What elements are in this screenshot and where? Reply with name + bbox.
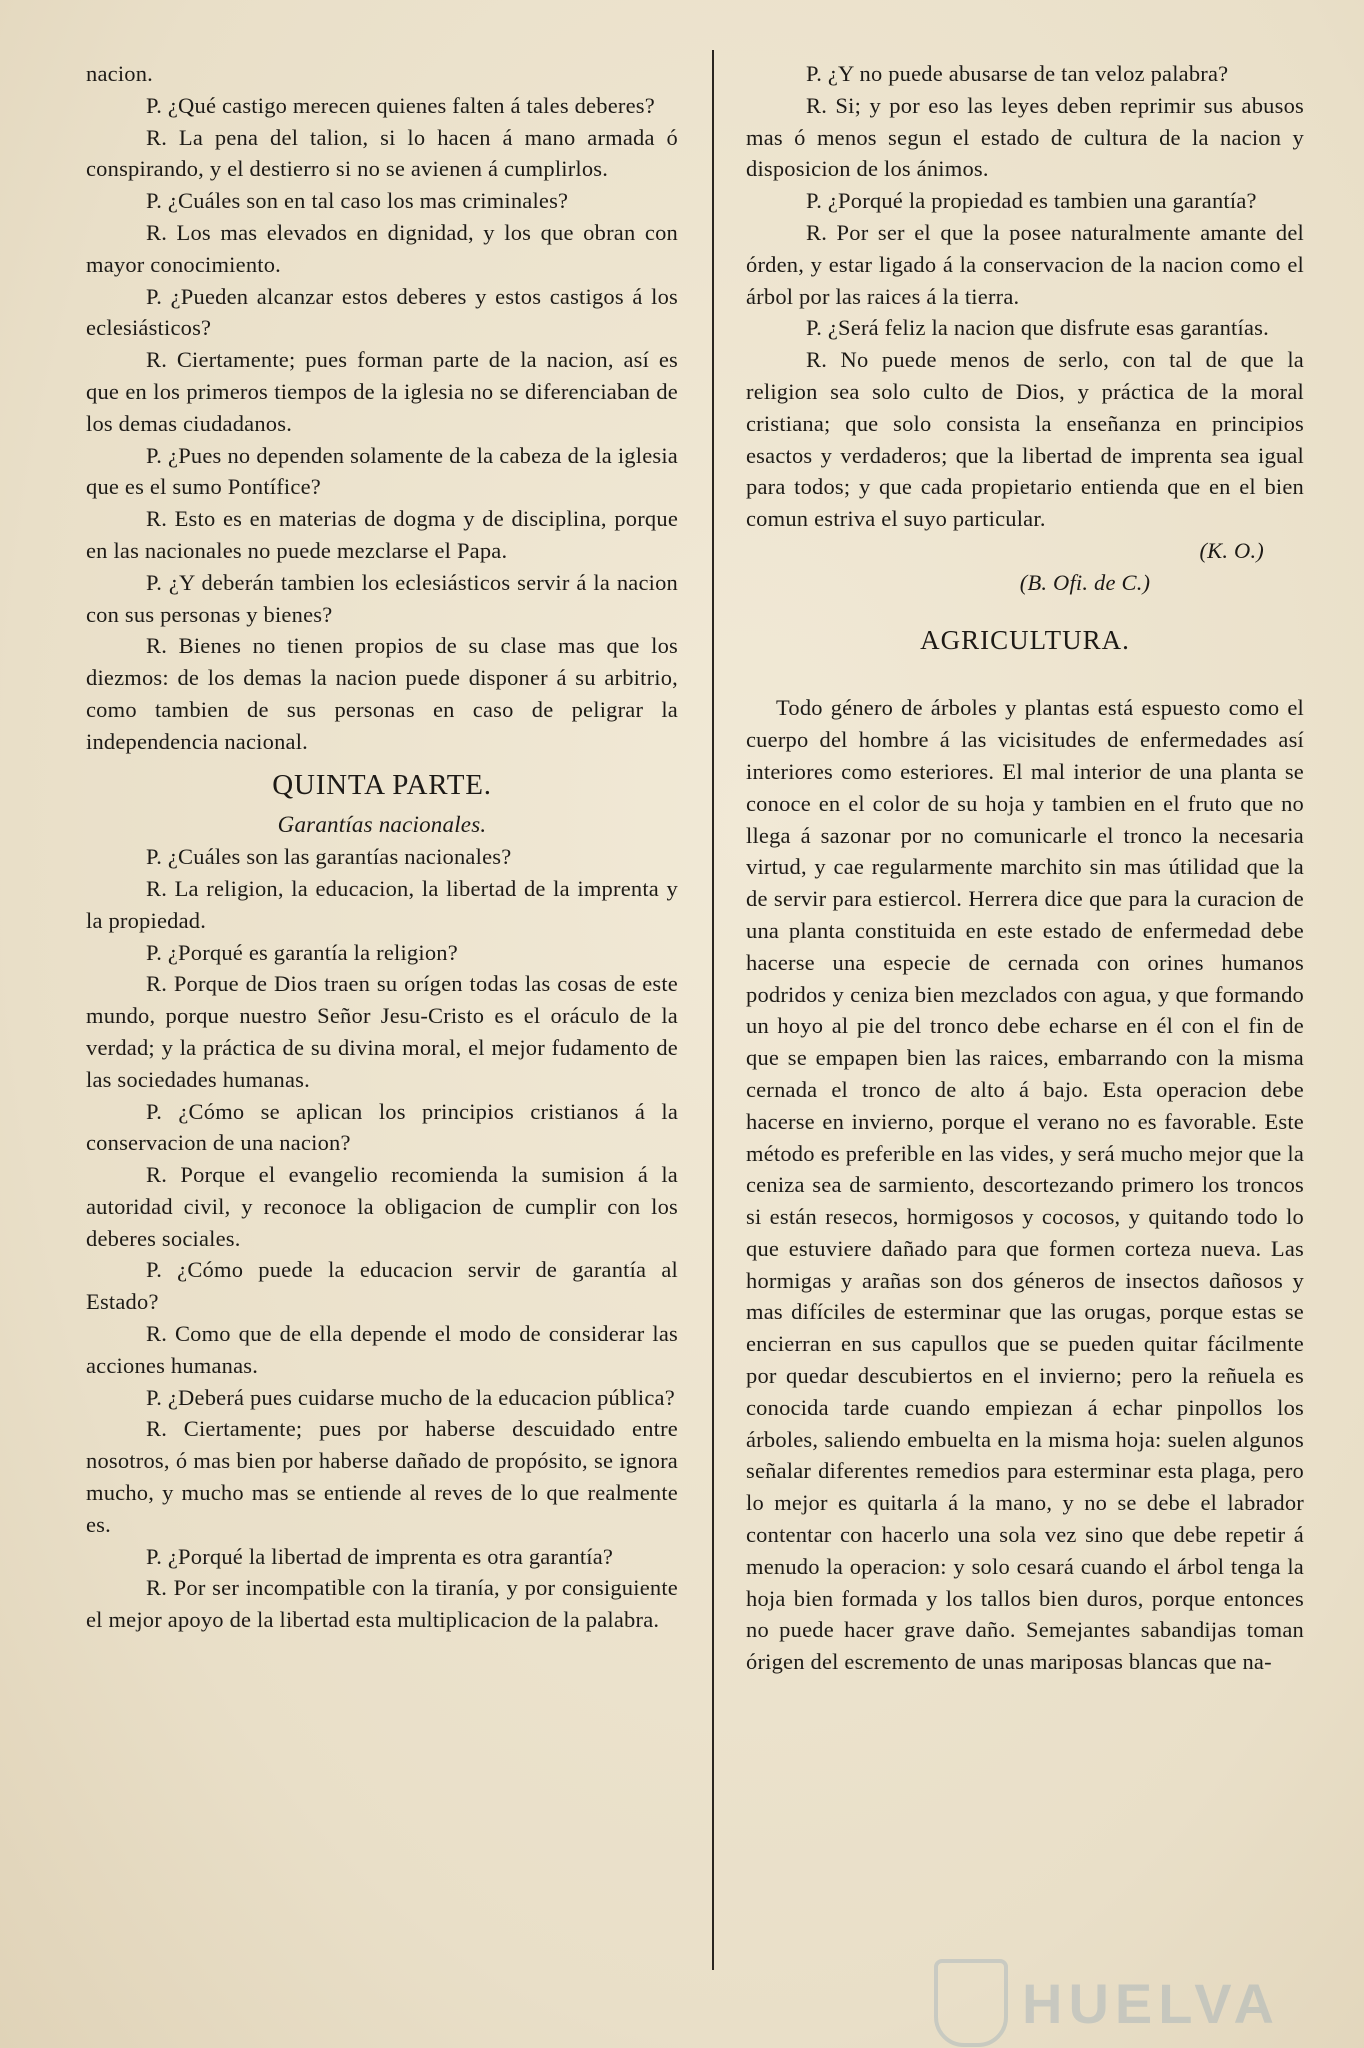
- right-column: [746, 58, 1304, 1678]
- answer: R. Si; y por eso las leyes deben reprimir sus abusos mas ó menos segun el estado de cultura de la nacion y disposicion de los ánimos.: [746, 92, 1304, 182]
- answer: R. Bienes no tienen propios de su clase mas que los diezmos: de los demas la nacion puede disponer á su arbitrio, como tambien de sus personas en caso de peligrar la independencia nacional.: [86, 633, 678, 754]
- answer: R. No puede menos de serlo, con tal de que la religion sea solo culto de Dios, y práctica de la moral cristiana; que solo consista la enseñanza en principios esactos y verdaderos; que la libertad de imprenta sea igual para todos; y que cada propietario entienda que en el bien comun estriva el suyo particular.: [746, 347, 1304, 532]
- question: P. ¿Deberá pues cuidarse mucho de la educacion pública?: [146, 1384, 675, 1410]
- answer: R. Porque el evangelio recomienda la sumision á la autoridad civil, y reconoce la obligacion de cumplir con los deberes sociales.: [86, 1162, 678, 1251]
- answer: R. Esto es en materias de dogma y de disciplina, porque en las nacionales no puede mezclarse el Papa.: [86, 506, 678, 563]
- paragraph: nacion.: [86, 61, 153, 86]
- question: P. ¿Cuáles son las garantías nacionales?: [146, 844, 512, 870]
- question: P. ¿Qué castigo merecen quienes falten á tales deberes?: [146, 92, 655, 118]
- agricultura-body: Todo género de árboles y plantas está espuesto como el cuerpo del hombre á las vicisitudes de enfermedades así interiores como esteriores. El mal interior de una planta se conoce en el color de su hoja y tambien en el fruto que no llega á sazonar por no comunicarle el tronco la necesaria virtud, y cae regularmente marchito sin mas útilidad que la de servir para estiercol. Herrera dice que para la curacion de una planta constituida en este estado de enfermedad debe hacerse una especie de cernada con orines humanos podridos y ceniza bien mezclados con agua, y que formando un hoyo al pie del tronco debe echarse en él con el fin de que se empapen bien las raices, embarrando con la misma cernada el tronco de alto á bajo. Esta operacion debe hacerse en invierno, porque el verano no es favorable. Este método es preferible en las vides, y será mucho mejor que la ceniza sea de sarmiento, descortezando primero los troncos si están resecos, hormigosos y cocosos, y quitando todo lo que estuviere dañado para que formen corteza nueva. Las hormigas y arañas son dos géneros de insectos dañosos y mas difíciles de esterminar que las orugas, porque estas se encierran en sus capullos que se pueden quitar fácilmente por quedar descubiertos en el invierno; pero la reñuela es conocida tarde cuando empiezan á echar pinpollos los árboles, saliendo embuelta en la misma hoja: suelen algunos señalar diferentes remedios para esterminar esta plaga, pero lo mejor es quitarla á la mano, y no se debe el labrador contentar con hacerlo una sola vez sino que debe repetir á menudo la operacion: y solo cesará cuando el árbol tenga la hoja bien formada y los tallos bien duros, porque entonces no puede hacer grave daño. Semejantes sabandijas toman órigen del escremento de unas mariposas blancas que na-: [746, 695, 1304, 1675]
- shield-icon: [934, 1959, 1008, 2047]
- answer: R. Ciertamente; pues forman parte de la nacion, así es que en los primeros tiempos de la iglesia no se diferenciaban de los demas ciudadanos.: [86, 347, 678, 436]
- signature-ko: (K. O.): [1199, 537, 1264, 563]
- answer: R. Por ser el que la posee naturalmente amante del órden, y estar ligado á la conservacion de la nacion como el árbol por las raices á la tierra.: [746, 219, 1304, 309]
- question: P. ¿Y no puede abusarse de tan veloz palabra?: [806, 61, 1229, 86]
- left-column: [86, 58, 678, 1636]
- question: P. ¿Porqué la libertad de imprenta es otra garantía?: [146, 1543, 614, 1569]
- question: P. ¿Porqué la propiedad es tambien una garantía?: [806, 188, 1257, 214]
- question: P. ¿Pues no dependen solamente de la cabeza de la iglesia que es el sumo Pontífice?: [86, 442, 678, 500]
- question: P. ¿Y deberán tambien los eclesiásticos servir á la nacion con sus personas y bienes?: [86, 569, 678, 627]
- question: P. ¿Pueden alcanzar estos deberes y estos castigos á los eclesiásticos?: [86, 283, 678, 341]
- section-title-quinta-parte: QUINTA PARTE.: [272, 768, 492, 801]
- question: P. ¿Cómo se aplican los principios cristianos á la conservacion de una nacion?: [86, 1098, 678, 1156]
- watermark-text: HUELVA: [1022, 1971, 1280, 2035]
- question: P. ¿Cuáles son en tal caso los mas criminales?: [146, 188, 569, 214]
- answer: R. La pena del talion, si lo hacen á mano armada ó conspirando, y el destierro si no se avienen á cumplirlos.: [86, 124, 678, 182]
- answer: R. La religion, la educacion, la libertad de la imprenta y la propiedad.: [86, 875, 678, 933]
- answer: R. Porque de Dios traen su orígen todas las cosas de este mundo, porque nuestro Señor Jesu-Cristo es el oráculo de la verdad; y la práctica de su divina moral, el mejor fudamento de las sociedades humanas.: [86, 971, 678, 1092]
- library-watermark: [934, 1960, 1294, 2046]
- signature-bofic: (B. Ofi. de C.): [1019, 569, 1151, 595]
- question: P. ¿Será feliz la nacion que disfrute esas garantías.: [806, 315, 1269, 341]
- question: P. ¿Cómo puede la educacion servir de garantía al Estado?: [86, 1257, 678, 1315]
- answer: R. Los mas elevados en dignidad, y los que obran con mayor conocimiento.: [86, 219, 678, 277]
- answer: R. Ciertamente; pues por haberse descuidado entre nosotros, ó mas bien por haberse dañado de propósito, se ignora mucho, y mucho mas se entiende al reves de lo que realmente es.: [86, 1416, 678, 1537]
- subsection-title-garantias: Garantías nacionales.: [277, 812, 487, 838]
- column-divider: [712, 50, 714, 1970]
- answer: R. Por ser incompatible con la tiranía, y por consiguiente el mejor apoyo de la libertad esta multiplicacion de la palabra.: [86, 1575, 678, 1633]
- answer: R. Como que de ella depende el modo de considerar las acciones humanas.: [86, 1321, 678, 1378]
- question: P. ¿Porqué es garantía la religion?: [146, 939, 458, 965]
- section-title-agricultura: AGRICULTURA.: [920, 624, 1130, 655]
